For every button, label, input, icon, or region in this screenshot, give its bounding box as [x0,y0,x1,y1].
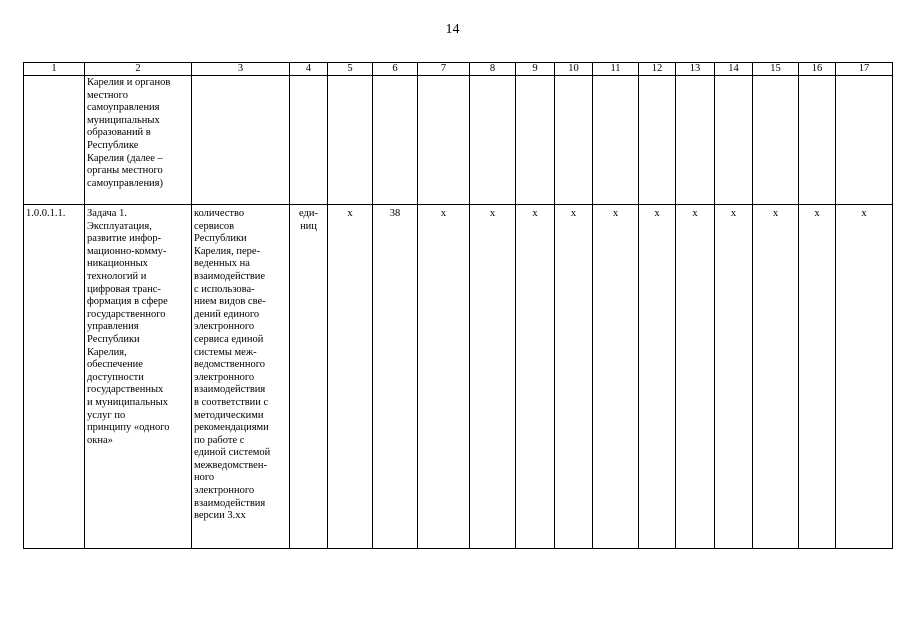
column-number: 11 [593,63,639,76]
row-value: х [555,205,593,549]
row-value [676,76,715,205]
row-name: Задача 1. Эксплуатация, развитие инфор- мационно-комму- никационных технологий и цифровая транс- формация в сфере государственного управления Республики Карелия, обеспечение доступности государственных и муниципальных услуг по принципу «одного окна» [85,205,192,549]
row-value [373,76,418,205]
column-number-row [24,63,893,76]
row-value [799,76,836,205]
row-indicator [192,76,290,205]
row-value [328,76,373,205]
column-number: 16 [799,63,836,76]
row-unit: еди- ниц [290,205,328,549]
column-number: 10 [555,63,593,76]
row-value [418,76,470,205]
row-code: 1.0.0.1.1. [24,205,85,549]
row-value: х [639,205,676,549]
page-number: 14 [445,22,460,37]
row-value: х [328,205,373,549]
row-value: х [516,205,555,549]
row-value: х [676,205,715,549]
column-number: 15 [753,63,799,76]
column-number: 5 [328,63,373,76]
column-number: 17 [836,63,893,76]
row-value [753,76,799,205]
column-number: 3 [192,63,290,76]
table-row [24,205,893,549]
table-row [24,76,893,205]
row-code [24,76,85,205]
row-value [715,76,753,205]
data-table [23,62,893,549]
row-value: х [593,205,639,549]
row-value [593,76,639,205]
row-value [516,76,555,205]
row-value: 38 [373,205,418,549]
row-value: х [470,205,516,549]
row-value: х [418,205,470,549]
row-value: х [836,205,893,549]
column-number: 2 [85,63,192,76]
row-value: х [715,205,753,549]
column-number: 13 [676,63,715,76]
row-value [639,76,676,205]
row-value [555,76,593,205]
row-name: Карелия и органов местного самоуправления муниципальных образований в Республике Карелия (далее – органы местного самоуправления) [85,76,192,205]
column-number: 4 [290,63,328,76]
row-value [836,76,893,205]
row-value [470,76,516,205]
row-indicator: количество сервисов Республики Карелия, пере- веденных на взаимодействие с использова- нием видов све- дений единого электронного сервиса единой системы меж- ведомственного электронного взаимодействия в соответствии с методическими рекомендациями по работе с единой системой межведомствен- ного электронного взаимодействия версии 3.хх [192,205,290,549]
column-number: 14 [715,63,753,76]
column-number: 12 [639,63,676,76]
row-unit [290,76,328,205]
column-number: 7 [418,63,470,76]
row-value: х [753,205,799,549]
column-number: 1 [24,63,85,76]
column-number: 6 [373,63,418,76]
column-number: 9 [516,63,555,76]
row-value: х [799,205,836,549]
column-number: 8 [470,63,516,76]
